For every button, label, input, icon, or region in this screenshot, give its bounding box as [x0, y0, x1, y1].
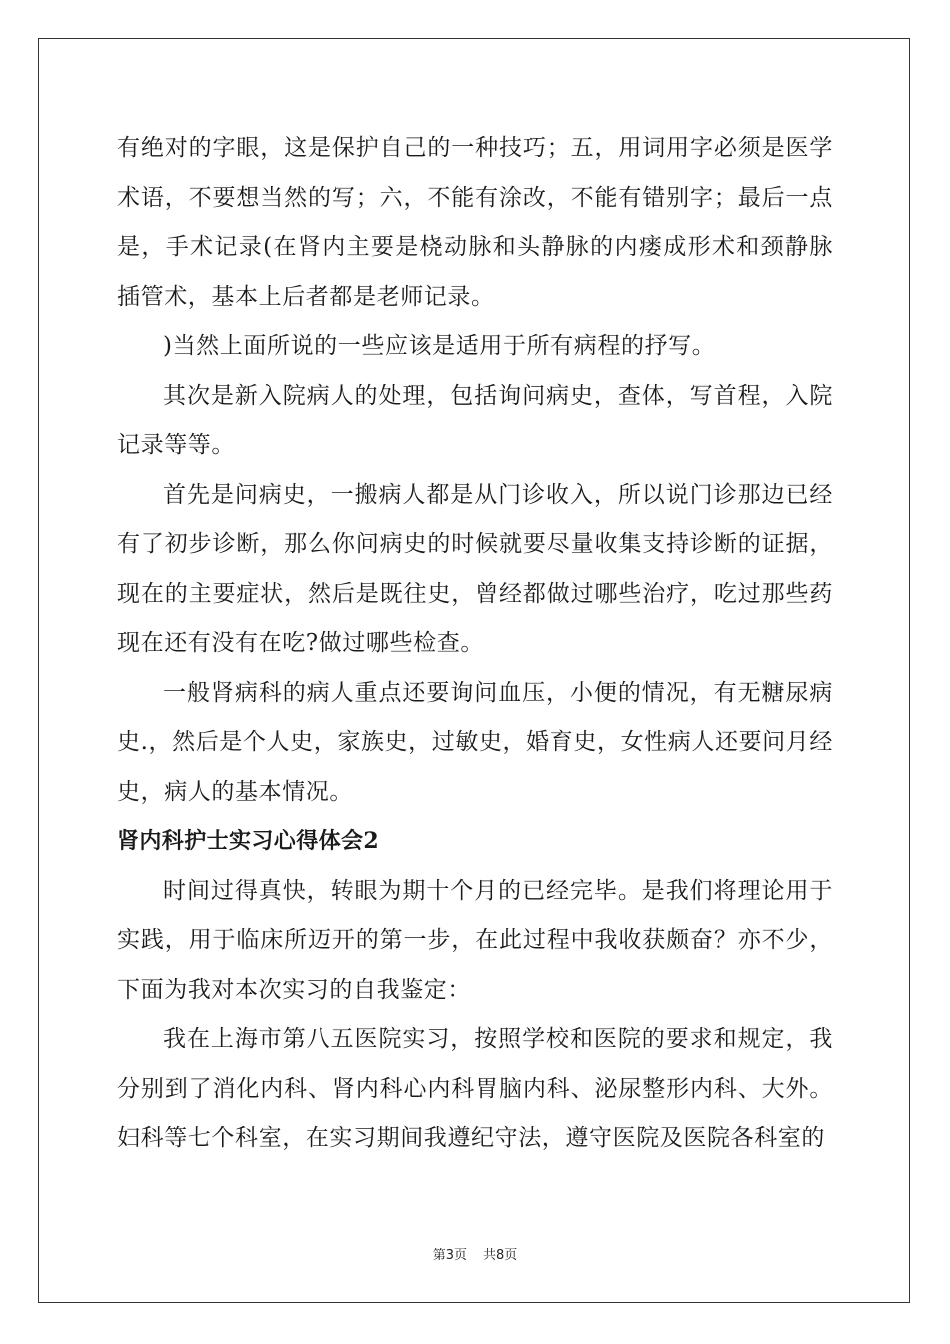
paragraph-6: 时间过得真快，转眼为期十个月的已经完毕。是我们将理论用于实践，用于临床所迈开的第一步，在此过程中我收获颇奋？亦不少，下面为我对本次实习的自我鉴定： [117, 877, 833, 1003]
paragraph-1: 有绝对的字眼，这是保护自己的一种技巧；五，用词用字必须是医学术语，不要想当然的写；六，不能有涂改，不能有错别字；最后一点是，手术记录(在肾内主要是桡动脉和头静脉的内瘘成形术和颈静脉插管术，基本上后者都是老师记录。 [117, 135, 833, 310]
paragraph-5: 一般肾病科的病人重点还要询问血压，小便的情况，有无糖尿病史.，然后是个人史，家族史，过敏史，婚育史，女性病人还要问月经史，病人的基本情况。 [117, 679, 833, 805]
page-footer [0, 1244, 950, 1263]
document-body [117, 124, 833, 1164]
page-total: 共8页 [483, 1248, 518, 1263]
paragraph-2: )当然上面所说的一些应该是适用于所有病程的抒写。 [163, 333, 716, 359]
section-heading: 肾内科护士实习心得体会2 [117, 828, 380, 854]
paragraph-7: 我在上海市第八五医院实习，按照学校和医院的要求和规定，我分别到了消化内科、肾内科心内科胃脑内科、泌尿整形内科、大外。妇科等七个科室，在实习期间我遵纪守法，遵守医院及医院各科室的 [117, 1026, 833, 1151]
paragraph-3: 其次是新入院病人的处理，包括询问病史，查体，写首程，入院记录等等。 [117, 382, 833, 458]
paragraph-4: 首先是问病史，一搬病人都是从门诊收入，所以说门诊那边已经有了初步诊断，那么你问病史的时候就要尽量收集支持诊断的证据，现在的主要症状，然后是既往史，曾经都做过哪些治疗，吃过那些药现在还有没有在吃?做过哪些检查。 [117, 481, 833, 656]
page-number: 第3页 [432, 1248, 467, 1263]
